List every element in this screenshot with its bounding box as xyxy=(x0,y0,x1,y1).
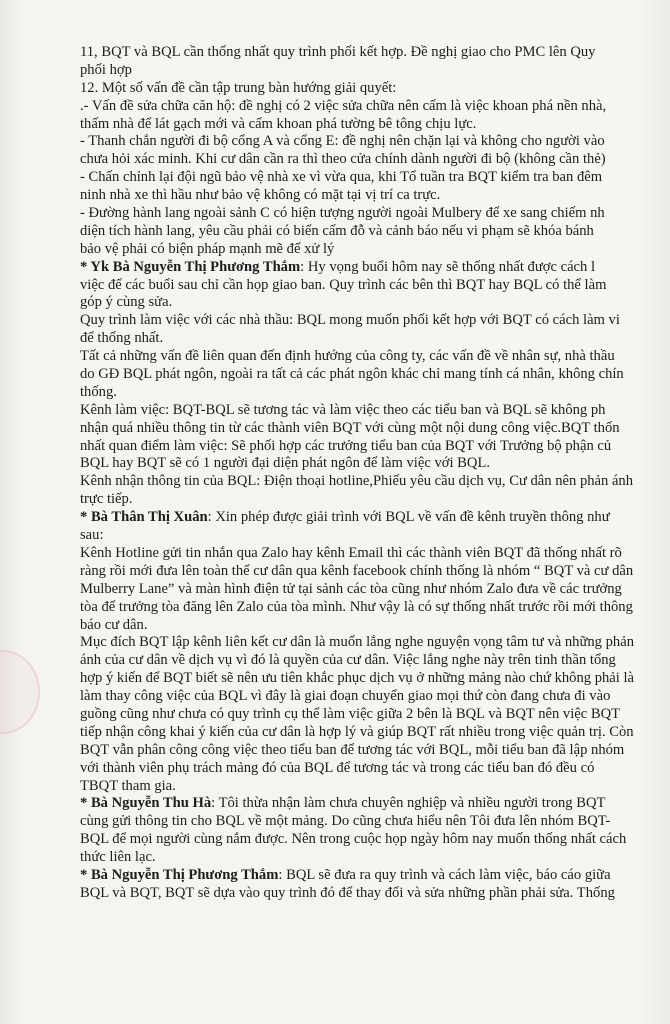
speaker-name: * Bà Thân Thị Xuân xyxy=(80,509,208,526)
text-line: guồng cũng như chưa có quy trình cụ thể làm việc giữa 2 bên là BQL và BQT nên việc BQT xyxy=(80,705,621,722)
text-line: nhận quá nhiều thông tin từ các thành viên BQT với cùng một nội dung công việc.BQT thốn xyxy=(80,419,620,436)
text-line xyxy=(80,867,670,885)
stamp-mark xyxy=(0,650,40,734)
text-line: với thành viên phụ trách mảng đó của BQL để tương tác và trong các tiểu ban đó đều có xyxy=(80,759,595,776)
text-line xyxy=(80,509,670,527)
text-line: .- Vấn đề sửa chữa căn hộ: đề nghị có 2 việc sửa chữa nên cấm là việc khoan phá nền nhà, xyxy=(80,97,607,114)
text-line: tòa để trưởng tòa đăng lên Zalo của tòa mình. Như vậy là có sự thống nhất trước rồi mới thông xyxy=(80,598,633,615)
speaker-text: : Xin phép được giải trình với BQL về vấn đề kênh truyền thông như xyxy=(207,509,610,526)
text-line: tiếp nhận công khai ý kiến của cư dân là hợp lý và giúp BQT rất nhiều trong việc quản trị. Còn xyxy=(80,723,634,740)
text-line: diện tích hành lang, yêu cầu phải có biển cấm đỗ và cảnh báo nếu vi phạm sẽ khóa bánh xyxy=(80,222,594,239)
text-line: chưa hỏi xác minh. Khi cư dân cần ra thì theo cửa chính dành người đi bộ (không cần thẻ) xyxy=(80,151,606,168)
text-line: để thống nhất. xyxy=(80,330,164,347)
text-line xyxy=(80,259,670,277)
text-line: Kênh làm việc: BQT-BQL sẽ tương tác và làm việc theo các tiểu ban và BQL sẽ không ph xyxy=(80,401,606,418)
text-line: ánh của cư dân về dịch vụ vì đó là quyền của cư dân. Việc lắng nghe này trên tinh thần tổng xyxy=(80,652,616,669)
text-line: 12. Một số vấn đề cần tập trung bàn hướng giải quyết: xyxy=(80,79,397,96)
text-line: ràng rồi mới đưa lên toàn thể cư dân qua kênh facebook chính thống là nhóm “ BQT và cư dân xyxy=(80,562,634,579)
text-line: cùng gửi thông tin cho BQL về một mảng. Do cũng chưa hiểu nên Tôi đưa lên nhóm BQT- xyxy=(80,813,611,830)
speaker-name: * Bà Nguyễn Thu Hà xyxy=(80,795,212,812)
text-line: thức liên lạc. xyxy=(80,849,156,866)
text-line: - Đường hành lang ngoài sảnh C có hiện tượng người ngoài Mulbery để xe sang chiếm nh xyxy=(80,205,605,222)
speaker-text: : Hy vọng buổi hôm nay sẽ thống nhất được cách l xyxy=(300,258,596,275)
text-line: Kênh Hotline gửi tin nhắn qua Zalo hay kênh Email thì các thành viên BQT đã thống nhất rõ xyxy=(80,544,622,561)
speaker-text: : Tôi thừa nhận làm chưa chuyên nghiệp và nhiều người trong BQT xyxy=(211,795,606,812)
text-line xyxy=(80,795,670,813)
text-line: do GĐ BQL phát ngôn, ngoài ra tất cả các phát ngôn khác chỉ mang tính cá nhân, không chín xyxy=(80,366,624,383)
text-line: thấm nhà để lát gạch mới và cấm khoan phá tường bê tông chịu lực. xyxy=(80,115,477,132)
text-line: BQT vẫn phân công công việc theo tiểu ban để tương tác với BQL, mỗi tiểu ban đã lập nhóm xyxy=(80,741,625,758)
text-line: 11, BQT và BQL cần thống nhất quy trình phối kết hợp. Đề nghị giao cho PMC lên Quy xyxy=(80,44,596,60)
text-line: TBQT tham gia. xyxy=(80,777,176,794)
text-line: trực tiếp. xyxy=(80,491,133,508)
text-line: làm thay công việc của BQL vì đây là giai đoạn chuyển giao mọi thứ còn đang chưa đi vào xyxy=(80,688,611,705)
text-line: thống. xyxy=(80,383,117,400)
text-line: BQL hay BQT sẽ có 1 người đại diện phát ngôn để làm việc với BQL. xyxy=(80,455,491,472)
text-line: Tất cả những vấn đề liên quan đến định hướng của công ty, các vấn đề về nhân sự, nhà thầu xyxy=(80,348,615,365)
text-line: nhất quan điểm làm việc: Sẽ phối hợp các trưởng tiểu ban của BQT với Trưởng bộ phận củ xyxy=(80,437,612,454)
text-line: phối hợp xyxy=(80,61,132,78)
text-line: - Chấn chỉnh lại đội ngũ bảo vệ nhà xe vì vừa qua, khi Tổ tuần tra BQT kiểm tra ban đêm xyxy=(80,169,603,186)
text-line: việc để các buổi sau chỉ cần họp giao ban. Quy trình các bên thì BQT hay BQL có thể làm xyxy=(80,276,607,293)
text-line: BQL và BQT, BQT sẽ dựa vào quy trình đó để thay đổi và sửa những phần phải sửa. Thống xyxy=(80,884,615,901)
text-line: Mulberry Lane” và màn hình điện tử tại sảnh các tòa cũng như nhóm Zalo đưa về các trưởng xyxy=(80,580,622,597)
text-line: báo cư dân. xyxy=(80,616,148,633)
text-line: Mục đích BQT lập kênh liên kết cư dân là muốn lắng nghe nguyện vọng tâm tư và những phản xyxy=(80,634,634,651)
text-line: góp ý cùng sửa. xyxy=(80,294,173,311)
text-line: ninh nhà xe thì hầu như bảo vệ không có mặt tại vị trí ca trực. xyxy=(80,187,441,204)
speaker-text: : BQL sẽ đưa ra quy trình và cách làm việc, báo cáo giữa xyxy=(278,866,611,883)
text-line: hợp ý kiến để BQT biết sẽ nên ưu tiên khắc phục dịch vụ ở những mảng nào chứ không phải là xyxy=(80,670,635,687)
text-line: sau: xyxy=(80,527,104,544)
text-line: bảo vệ phải có biện pháp mạnh mẽ để xử lý xyxy=(80,240,335,257)
text-line: Quy trình làm việc với các nhà thầu: BQL mong muốn phối kết hợp với BQT có cách làm vi xyxy=(80,312,620,329)
text-line: Kênh nhận thông tin của BQL: Điện thoại hotline,Phiếu yêu cầu dịch vụ, Cư dân nên phản ánh xyxy=(80,473,634,490)
document-body xyxy=(80,44,670,903)
text-line: - Thanh chắn người đi bộ cổng A và cổng E: đề nghị nên chặn lại và không cho người vào xyxy=(80,133,605,150)
speaker-name: * Bà Nguyễn Thị Phương Thắm xyxy=(80,866,279,883)
text-line: BQL để mọi người cùng nắm được. Nên trong cuộc họp ngày hôm nay muốn thống nhất cách xyxy=(80,831,627,848)
speaker-name: * Yk Bà Nguyễn Thị Phương Thắm xyxy=(80,258,301,275)
